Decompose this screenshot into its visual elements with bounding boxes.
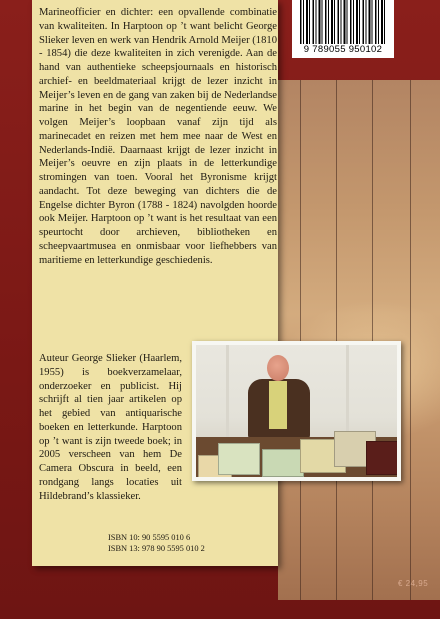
tent-pole [346,345,349,445]
tent-pole [226,345,229,445]
book [366,441,397,475]
author-photo [192,341,401,481]
person-shirt [269,381,287,429]
barcode-digits: 9 789055 950102 [303,44,383,55]
rigging-rope [336,80,337,600]
person-head [267,355,289,381]
author-photo-image [196,345,397,477]
rigging-rope [372,80,373,600]
book [262,449,304,477]
rigging-rope [410,80,411,600]
author-biography: Auteur George Slieker (Haarlem, 1955) is boekverzamelaar, onderzoeker en publicist. Hij schrijft al tien jaar artikelen op het gebied van antiquarische boeken en letterkunde. Harptoon op ’t want is zijn tweede boek; in 2005 verscheen van hem De Camera Obscura in beeld, een rondgang langs locaties uit Hildebrand’s klassieker. [39,353,182,502]
barcode-bars [300,0,386,44]
isbn-block [108,532,205,554]
price-label: € 24,95 [398,579,429,588]
book-blurb: Marineofficier en dichter: een opvallende combinatie van kwaliteiten. In Harptoon op ’t want belicht George Slieker leven en werk van Hendrik Arnold Meijer (1810 - 1854) die deze kwaliteiten in zich verenigde. Aan de hand van authentieke scheepsjournaals en historisch archief- en beeldmateriaal krijgt de lezer inzicht in Meijer’s leven en de gang van zaken bij de Nederlandse marine in het begin van de negentiende eeuw. We volgen Meijer’s loopbaan vanaf zijn tijd als marinecadet en reizen met hem mee naar de West en Nederlands-Indië. Daarnaast krijgt de lezer inzicht in Meijer’s oeuvre en zijn plaats in de letterkundige stromingen van toen. Vooral het Byronisme krijgt aandacht. Tot deze beweging van dichters die de Engelse dichter Byron (1788 - 1824) navolgden hoorde ook Meijer. Harptoon op ’t want is het resultaat van een speurtocht door archieven, bibliotheken en scheepvaartmusea en onmisbaar voor liefhebbers van maritieme en letterkundige geschiedenis. [39,7,277,266]
isbn-13: ISBN 13: 978 90 5595 010 2 [108,544,205,553]
barcode [292,0,394,58]
isbn-10: ISBN 10: 90 5595 010 6 [108,533,191,542]
rigging-rope [300,80,301,600]
book [218,443,260,475]
